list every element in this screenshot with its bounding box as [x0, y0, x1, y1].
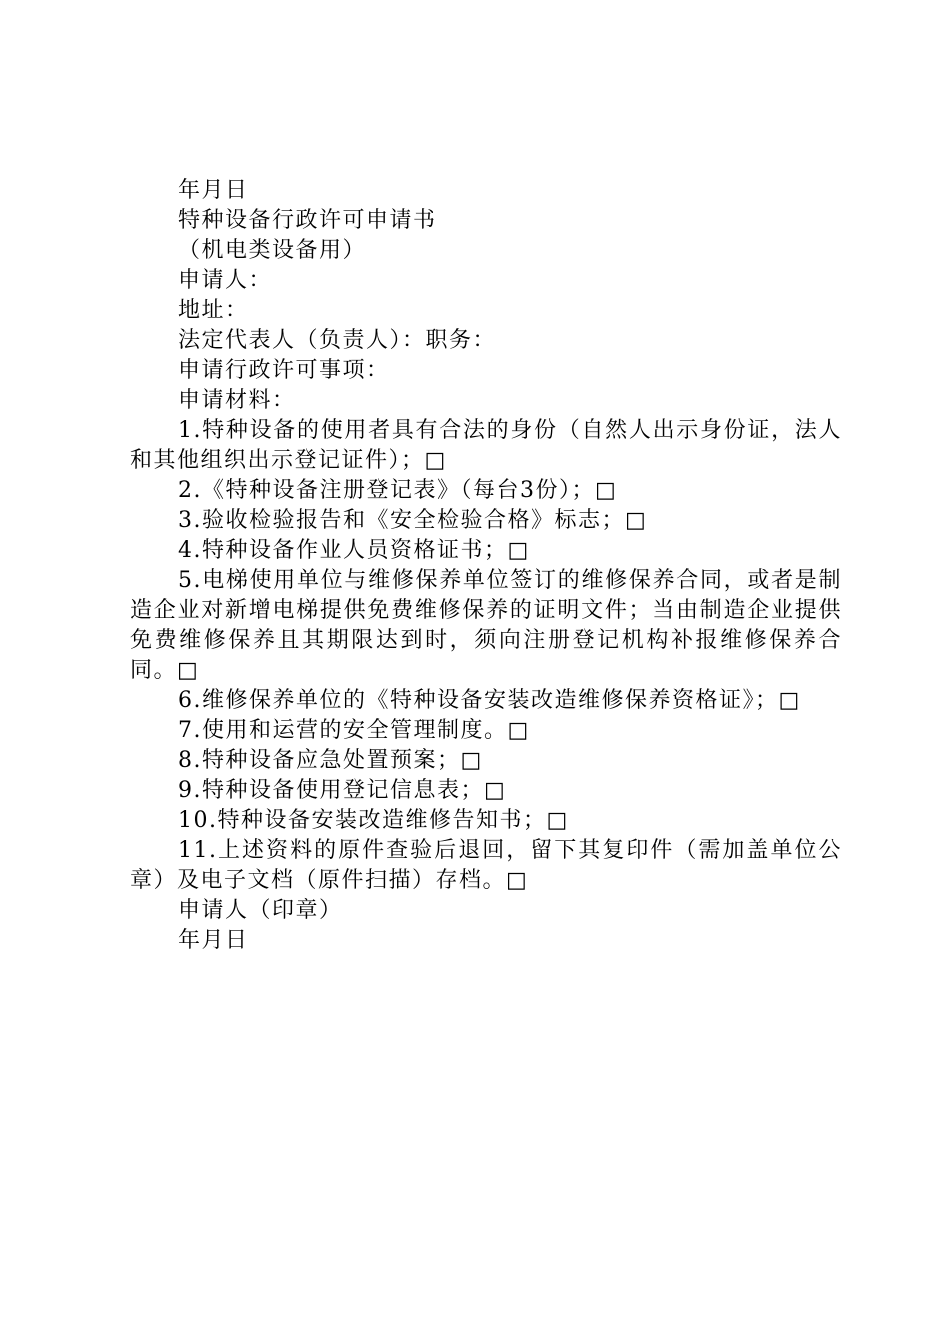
material-item-2: 2.《特种设备注册登记表》（每台3份）；□: [178, 478, 618, 503]
date-top: 年月日: [178, 178, 249, 203]
document-subtitle: （机电类设备用）: [178, 238, 367, 263]
material-item-1: 1.特种设备的使用者具有合法的身份（自然人出示身份证，法人和其他组织出示登记证件）；□: [130, 418, 842, 473]
material-item-9: 9.特种设备使用登记信息表；□: [178, 778, 507, 803]
address-label: 地址：: [178, 298, 249, 323]
material-item-8: 8.特种设备应急处置预案；□: [178, 748, 483, 773]
matter-label: 申请行政许可事项：: [178, 358, 390, 383]
material-item-3: 3.验收检验报告和《安全检验合格》标志；□: [178, 508, 648, 533]
material-item-11: 11.上述资料的原件查验后退回，留下其复印件（需加盖单位公章）及电子文档（原件扫描）存档。□: [130, 838, 842, 893]
document-body: [130, 176, 842, 956]
legal-rep-label: 法定代表人（负责人）：职务：: [178, 328, 497, 353]
date-bottom: 年月日: [178, 928, 249, 953]
material-item-10: 10.特种设备安装改造维修告知书；□: [178, 808, 569, 833]
material-item-7: 7.使用和运营的安全管理制度。□: [178, 718, 530, 743]
materials-label: 申请材料：: [178, 388, 296, 413]
signature-label: 申请人（印章）: [178, 898, 343, 923]
applicant-label: 申请人：: [178, 268, 273, 293]
material-item-4: 4.特种设备作业人员资格证书；□: [178, 538, 530, 563]
document-title: 特种设备行政许可申请书: [178, 208, 437, 233]
material-item-6: 6.维修保养单位的《特种设备安装改造维修保养资格证》；□: [178, 688, 801, 713]
material-item-5: 5.电梯使用单位与维修保养单位签订的维修保养合同，或者是制造企业对新增电梯提供免费维修保养的证明文件；当由制造企业提供免费维修保养且其期限达到时，须向注册登记机构补报维修保养合同。□: [130, 568, 842, 683]
